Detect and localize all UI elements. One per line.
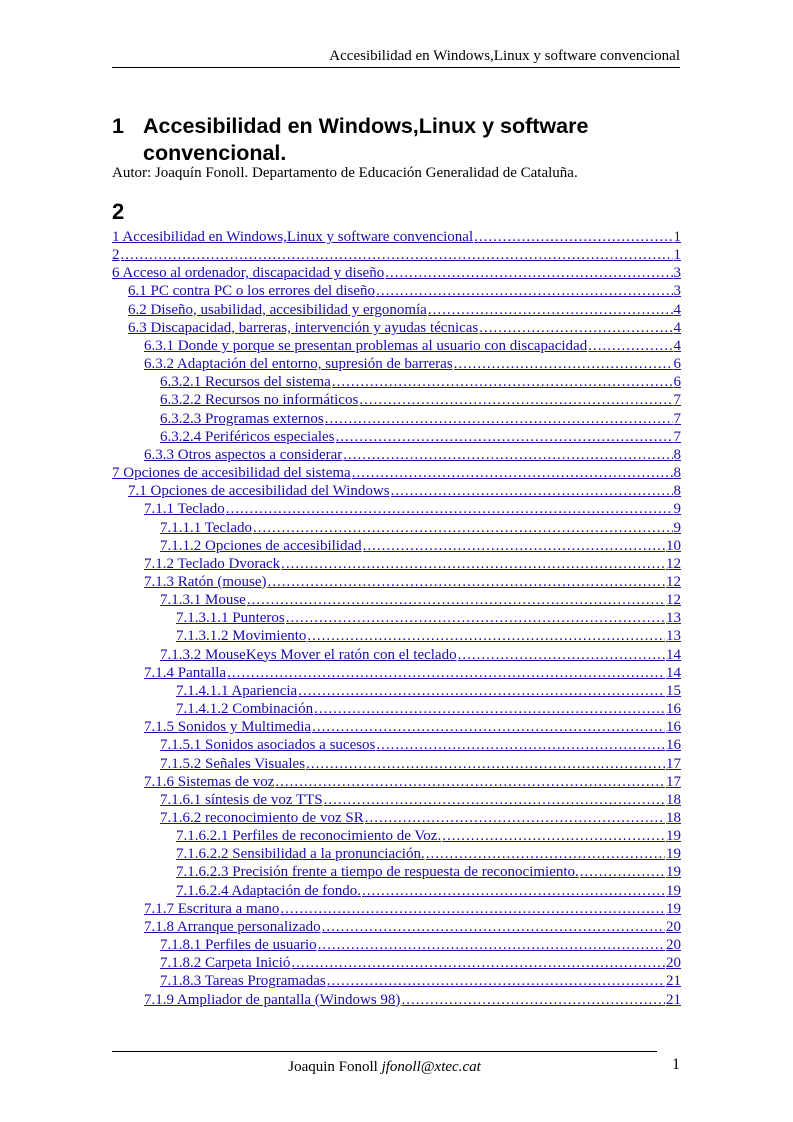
toc-entry[interactable] (112, 391, 681, 409)
toc-entry[interactable] (112, 954, 681, 972)
toc-dot-leader (391, 482, 673, 500)
toc-entry[interactable] (112, 228, 681, 246)
toc-entry[interactable] (112, 373, 681, 391)
toc-dot-leader (325, 410, 673, 428)
toc-dot-leader (318, 936, 665, 954)
toc-entry[interactable] (112, 500, 681, 518)
toc-entry-page: 3 (673, 283, 681, 300)
toc-entry-page: 4 (673, 319, 681, 336)
toc-entry[interactable] (112, 410, 681, 428)
toc-entry-page: 7 (673, 410, 681, 427)
toc-entry[interactable] (112, 591, 681, 609)
toc-dot-leader (588, 337, 672, 355)
footer-divider (112, 1051, 657, 1052)
toc-dot-leader (227, 664, 665, 682)
toc-entry-label: 6.3.3 Otros aspectos a considerar (144, 446, 343, 463)
toc-entry-page: 6 (673, 356, 681, 373)
toc-entry-label: 7 Opciones de accesibilidad del sistema (112, 465, 351, 482)
toc-dot-leader (275, 773, 665, 791)
toc-dot-leader (426, 845, 665, 863)
title-line-2: convencional. (143, 141, 287, 165)
toc-entry-label: 6.3.2 Adaptación del entorno, supresión de barreras (144, 356, 453, 373)
toc-entry[interactable] (112, 700, 681, 718)
toc-entry-label: 7.1.3.1 Mouse (160, 592, 246, 609)
toc-entry[interactable] (112, 319, 681, 337)
toc-entry[interactable] (112, 991, 681, 1009)
toc-entry-page: 8 (673, 483, 681, 500)
toc-dot-leader (454, 355, 673, 373)
toc-dot-leader (286, 609, 665, 627)
toc-entry-label: 6.3 Discapacidad, barreras, intervención y ayudas técnicas (128, 319, 479, 336)
toc-entry-page: 7 (673, 428, 681, 445)
table-of-contents (112, 228, 681, 1009)
toc-entry-label: 7.1.4.1.1 Apariencia (176, 682, 298, 699)
toc-entry-label: 7.1.3 Ratón (mouse) (144, 573, 267, 590)
title-number: 1 (112, 114, 124, 138)
toc-entry[interactable] (112, 736, 681, 754)
toc-entry-page: 9 (673, 501, 681, 518)
toc-entry-page: 10 (666, 537, 681, 554)
toc-entry-page: 18 (666, 791, 681, 808)
toc-entry[interactable] (112, 555, 681, 573)
toc-dot-leader (280, 900, 665, 918)
toc-entry[interactable] (112, 791, 681, 809)
toc-entry-page: 4 (673, 337, 681, 354)
toc-entry-page: 19 (666, 864, 681, 881)
running-header: Accesibilidad en Windows,Linux y software convencional (329, 48, 680, 64)
toc-entry-label: 7.1.1.2 Opciones de accesibilidad (160, 537, 362, 554)
toc-entry[interactable] (112, 773, 681, 791)
author-line: Autor: Joaquín Fonoll. Departamento de Educación Generalidad de Cataluña. (112, 165, 578, 181)
toc-entry[interactable] (112, 282, 681, 300)
toc-entry-label: 7.1.6 Sistemas de voz (144, 773, 275, 790)
toc-dot-leader (291, 954, 665, 972)
toc-dot-leader (458, 646, 665, 664)
title-line-1: Accesibilidad en Windows,Linux y software (143, 114, 589, 138)
toc-dot-leader (401, 991, 665, 1009)
toc-entry-label: 7.1.3.1.2 Movimiento (176, 628, 307, 645)
toc-entry[interactable] (112, 972, 681, 990)
toc-entry-page: 8 (673, 465, 681, 482)
toc-entry-label: 6.3.2.3 Programas externos (160, 410, 324, 427)
toc-entry-label: 6.1 PC contra PC o los errores del diseño (128, 283, 376, 300)
toc-entry-page: 21 (666, 973, 681, 990)
toc-entry-page: 20 (666, 937, 681, 954)
toc-entry-page: 19 (666, 900, 681, 917)
toc-entry-page: 19 (666, 846, 681, 863)
footer-author: Joaquin Fonoll (288, 1059, 382, 1075)
toc-entry-label: 7.1.5 Sonidos y Multimedia (144, 719, 312, 736)
toc-entry-page: 18 (666, 810, 681, 826)
toc-entry[interactable] (112, 936, 681, 954)
toc-entry-label: 7.1.4.1.2 Combinación (176, 701, 314, 718)
toc-entry[interactable] (112, 355, 681, 373)
toc-entry[interactable] (112, 482, 681, 500)
toc-entry[interactable] (112, 845, 681, 863)
toc-entry[interactable] (112, 809, 681, 827)
footer (112, 1058, 657, 1076)
toc-entry-page: 16 (666, 737, 681, 754)
toc-dot-leader (343, 446, 672, 464)
toc-dot-leader (247, 591, 665, 609)
toc-entry[interactable] (112, 264, 681, 282)
toc-entry[interactable] (112, 646, 681, 664)
toc-entry-label: 7.1.3.2 MouseKeys Mover el ratón con el teclado (160, 646, 457, 663)
toc-dot-leader (327, 972, 665, 990)
toc-entry-label: 7.1 Opciones de accesibilidad del Windows (128, 483, 390, 500)
toc-entry[interactable] (112, 519, 681, 537)
toc-entry-page: 19 (666, 882, 681, 899)
toc-dot-leader (253, 519, 673, 537)
toc-entry-page: 1 (673, 247, 681, 264)
toc-entry[interactable] (112, 827, 681, 845)
toc-entry-label: 7.1.6.2.3 Precisión frente a tiempo de respuesta de reconocimiento. (176, 864, 579, 881)
toc-entry-label: 6 Acceso al ordenador, discapacidad y diseño (112, 265, 385, 282)
toc-dot-leader (376, 282, 672, 300)
toc-entry-label: 7.1.8.1 Perfiles de usuario (160, 937, 317, 954)
toc-entry-label: 7.1.4 Pantalla (144, 664, 227, 681)
toc-dot-leader (479, 319, 672, 337)
toc-entry-label: 6.3.2.2 Recursos no informáticos (160, 392, 359, 409)
toc-dot-leader (385, 264, 672, 282)
toc-entry-page: 12 (666, 592, 681, 609)
toc-dot-leader (428, 301, 673, 319)
toc-dot-leader (281, 555, 665, 573)
toc-entry-label: 7.1.6.2.1 Perfiles de reconocimiento de Voz. (176, 828, 442, 845)
toc-entry[interactable] (112, 718, 681, 736)
toc-entry-page: 12 (666, 573, 681, 590)
toc-dot-leader (332, 373, 673, 391)
toc-entry-page: 16 (666, 701, 681, 718)
toc-entry-label: 7.1.6.2.4 Adaptación de fondo. (176, 882, 361, 899)
toc-entry-page: 16 (666, 719, 681, 736)
toc-dot-leader (226, 500, 673, 518)
toc-entry-label: 7.1.6.2.2 Sensibilidad a la pronunciación. (176, 846, 425, 863)
toc-entry-page: 14 (666, 664, 681, 681)
toc-entry-page: 20 (666, 918, 681, 935)
toc-entry-label: 7.1.8 Arranque personalizado (144, 918, 321, 935)
toc-dot-leader (322, 918, 665, 936)
toc-dot-leader (474, 228, 672, 246)
header-divider (112, 67, 680, 68)
toc-dot-leader (376, 736, 665, 754)
toc-entry-label: 1 Accesibilidad en Windows,Linux y software convencional (112, 229, 474, 245)
toc-entry-page: 14 (666, 646, 681, 663)
toc-entry-page: 8 (673, 446, 681, 463)
toc-entry-page: 9 (673, 519, 681, 536)
toc-entry-label: 6.3.2.4 Periféricos especiales (160, 428, 335, 445)
toc-entry-page: 6 (673, 374, 681, 391)
page-number: 1 (672, 1056, 680, 1073)
toc-entry-label: 7.1.7 Escritura a mano (144, 900, 280, 917)
toc-entry[interactable] (112, 428, 681, 446)
toc-entry[interactable] (112, 863, 681, 881)
toc-dot-leader (442, 827, 665, 845)
toc-entry-page: 17 (666, 773, 681, 790)
toc-entry-page: 1 (673, 229, 681, 245)
toc-entry-page: 7 (673, 392, 681, 409)
toc-entry[interactable] (112, 246, 681, 264)
toc-entry-label: 2 (112, 247, 120, 264)
toc-dot-leader (121, 246, 673, 264)
toc-entry[interactable] (112, 337, 681, 355)
toc-dot-leader (362, 882, 665, 900)
toc-entry-label: 7.1.8.2 Carpeta Inició (160, 955, 291, 972)
toc-entry-label: 6.2 Diseño, usabilidad, accesibilidad y ergonomía (128, 301, 427, 318)
toc-entry[interactable] (112, 446, 681, 464)
toc-entry-page: 17 (666, 755, 681, 772)
toc-entry-label: 7.1.8.3 Tareas Programadas (160, 973, 326, 990)
toc-entry[interactable] (112, 682, 681, 700)
toc-entry[interactable] (112, 627, 681, 645)
toc-dot-leader (336, 428, 673, 446)
toc-entry[interactable] (112, 882, 681, 900)
toc-entry-label: 6.3.2.1 Recursos del sistema (160, 374, 331, 391)
toc-entry-label: 7.1.1 Teclado (144, 501, 225, 518)
toc-dot-leader (306, 755, 665, 773)
toc-dot-leader (307, 627, 665, 645)
toc-dot-leader (314, 700, 665, 718)
toc-entry-page: 19 (666, 828, 681, 845)
toc-dot-leader (363, 537, 665, 555)
toc-entry[interactable] (112, 609, 681, 627)
toc-dot-leader (324, 791, 665, 809)
toc-entry-label: 7.1.6.2 reconocimiento de voz SR (160, 810, 364, 826)
toc-entry-label: 7.1.9 Ampliador de pantalla (Windows 98) (144, 991, 401, 1008)
document-title (112, 113, 680, 167)
toc-dot-leader (267, 573, 665, 591)
toc-entry-label: 7.1.2 Teclado Dvorack (144, 555, 281, 572)
toc-dot-leader (365, 809, 665, 827)
toc-entry-page: 13 (666, 628, 681, 645)
toc-dot-leader (298, 682, 665, 700)
toc-entry[interactable] (112, 464, 681, 482)
toc-entry-label: 7.1.3.1.1 Punteros (176, 610, 285, 627)
toc-entry[interactable] (112, 755, 681, 773)
toc-entry-label: 7.1.6.1 síntesis de voz TTS (160, 791, 323, 808)
toc-dot-leader (352, 464, 673, 482)
toc-entry-page: 20 (666, 955, 681, 972)
toc-entry-page: 3 (673, 265, 681, 282)
toc-entry-label: 7.1.5.2 Señales Visuales (160, 755, 306, 772)
toc-entry[interactable] (112, 301, 681, 319)
toc-entry-label: 7.1.5.1 Sonidos asociados a sucesos (160, 737, 376, 754)
toc-entry-page: 15 (666, 682, 681, 699)
section-heading-2: 2 (112, 199, 125, 224)
toc-entry[interactable] (112, 918, 681, 936)
toc-dot-leader (312, 718, 665, 736)
toc-entry[interactable] (112, 573, 681, 591)
toc-entry-page: 13 (666, 610, 681, 627)
toc-entry-page: 4 (673, 301, 681, 318)
toc-entry[interactable] (112, 900, 681, 918)
toc-entry-label: 7.1.1.1 Teclado (160, 519, 252, 536)
toc-entry[interactable] (112, 537, 681, 555)
toc-entry-page: 12 (666, 555, 681, 572)
footer-email[interactable]: jfonoll@xtec.cat (381, 1059, 481, 1075)
toc-entry-label: 6.3.1 Donde y porque se presentan problemas al usuario con discapacidad (144, 337, 588, 354)
toc-entry-page: 21 (666, 991, 681, 1008)
toc-dot-leader (359, 391, 672, 409)
toc-entry[interactable] (112, 664, 681, 682)
toc-dot-leader (580, 863, 665, 881)
